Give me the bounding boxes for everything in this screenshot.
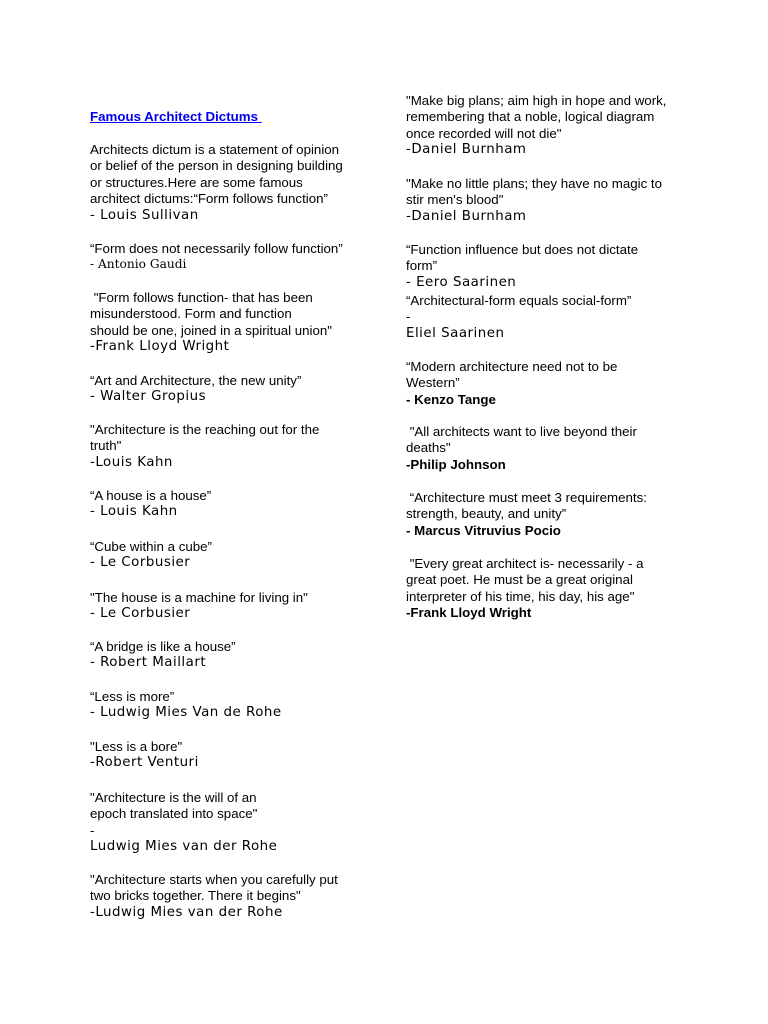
quote-author: - Robert Maillart	[90, 655, 207, 671]
quote-author: -Frank Lloyd Wright	[90, 339, 230, 355]
quote-line: two bricks together. There it begins"	[90, 888, 301, 904]
dictum-entry	[90, 422, 380, 471]
quote-line: “Function influence but does not dictate	[406, 242, 639, 257]
quote-author: - Marcus Vitruvius Pocio	[406, 522, 561, 538]
dictum-entry	[90, 142, 380, 224]
quote-line: “Modern architecture need not to be	[406, 359, 618, 374]
quote-line: remembering that a noble, logical diagram	[406, 109, 655, 125]
dictum-entry	[406, 93, 706, 159]
quote-author: Ludwig Mies van der Rohe	[90, 839, 278, 855]
quote-line: -	[406, 309, 411, 325]
dictum-entry	[406, 424, 706, 473]
quote-line: “Art and Architecture, the new unity”	[90, 373, 302, 388]
dictum-entry	[90, 790, 380, 856]
quote-author: -Philip Johnson	[406, 456, 506, 472]
quote-author: -Robert Venturi	[90, 755, 199, 771]
quote-line: Architects dictum is a statement of opinion	[90, 142, 340, 157]
quote-author: -Ludwig Mies van der Rohe	[90, 904, 283, 920]
dictum-entry	[406, 490, 706, 539]
dictum-entry	[90, 488, 380, 521]
dictum-entry	[406, 242, 706, 291]
quote-line: truth"	[90, 438, 122, 454]
dictum-entry	[90, 739, 380, 772]
dictum-entry	[90, 373, 380, 406]
quote-author: - Antonio Gaudi	[90, 257, 187, 272]
quote-line: "Make big plans; aim high in hope and work,	[406, 93, 667, 108]
quote-author: - Kenzo Tange	[406, 391, 496, 407]
dictum-entry	[406, 359, 706, 408]
quote-author: - Walter Gropius	[90, 389, 207, 405]
quote-line: interpreter of his time, his day, his age"	[406, 588, 635, 604]
quote-author: - Louis Kahn	[90, 504, 178, 520]
quote-line: "Form follows function- that has been	[90, 290, 313, 305]
quote-line: great poet. He must be a great original	[406, 572, 633, 588]
dictum-entry	[90, 639, 380, 672]
quote-line: architect dictums:“Form follows function”	[90, 191, 328, 207]
quote-line: "Less is a bore"	[90, 739, 183, 754]
quote-line: “Form does not necessarily follow function”	[90, 241, 343, 256]
quote-line: or structures.Here are some famous	[90, 174, 303, 190]
quote-line: "The house is a machine for living in"	[90, 590, 308, 605]
quote-line: misunderstood. Form and function	[90, 306, 292, 322]
dictum-entry	[90, 539, 380, 572]
quote-line: epoch translated into space"	[90, 806, 258, 822]
quote-line: strength, beauty, and unity”	[406, 506, 567, 522]
quote-line: "Architecture is the will of an	[90, 790, 257, 805]
dictum-entry	[90, 241, 380, 272]
dictum-entry	[406, 293, 706, 342]
quote-author: - Eero Saarinen	[406, 274, 517, 290]
quote-line: deaths"	[406, 440, 451, 456]
quote-author: - Le Corbusier	[90, 606, 191, 622]
quote-author: - Le Corbusier	[90, 555, 191, 571]
quote-author: Eliel Saarinen	[406, 325, 505, 341]
quote-line: “Architectural-form equals social-form”	[406, 293, 632, 308]
quote-author: -Frank Lloyd Wright	[406, 605, 532, 621]
quote-line: "Architecture starts when you carefully put	[90, 872, 338, 887]
quote-author: -Louis Kahn	[90, 454, 173, 470]
quote-line: "Architecture is the reaching out for the	[90, 422, 320, 437]
quote-line: "Every great architect is- necessarily - a	[406, 556, 644, 571]
quote-line: "All architects want to live beyond their	[406, 424, 637, 439]
quote-author: - Louis Sullivan	[90, 207, 199, 223]
quote-author: -Daniel Burnham	[406, 208, 527, 224]
quote-line: “A house is a house”	[90, 488, 212, 503]
quote-author: -Daniel Burnham	[406, 142, 527, 158]
dictum-entry	[90, 689, 380, 722]
quote-line: Western”	[406, 375, 460, 391]
quote-line: “A bridge is like a house”	[90, 639, 236, 654]
document-title-link[interactable]: Famous Architect Dictums	[90, 109, 262, 124]
quote-line: “Architecture must meet 3 requirements:	[406, 490, 647, 505]
quote-author: - Ludwig Mies Van de Rohe	[90, 705, 282, 721]
quote-line: "Make no little plans; they have no magic to	[406, 176, 663, 191]
quote-line: should be one, joined in a spiritual union"	[90, 322, 333, 338]
quote-line: -	[90, 822, 95, 838]
dictum-entry	[90, 872, 380, 921]
quote-line: “Less is more”	[90, 689, 175, 704]
quote-line: form”	[406, 258, 438, 274]
quote-line: once recorded will not die"	[406, 125, 562, 141]
dictum-entry	[406, 556, 706, 622]
quote-line: “Cube within a cube”	[90, 539, 212, 554]
dictum-entry	[90, 290, 380, 356]
dictum-entry	[90, 590, 380, 623]
quote-line: or belief of the person in designing building	[90, 158, 343, 174]
dictum-entry	[406, 176, 706, 225]
quote-line: stir men's blood"	[406, 192, 504, 208]
